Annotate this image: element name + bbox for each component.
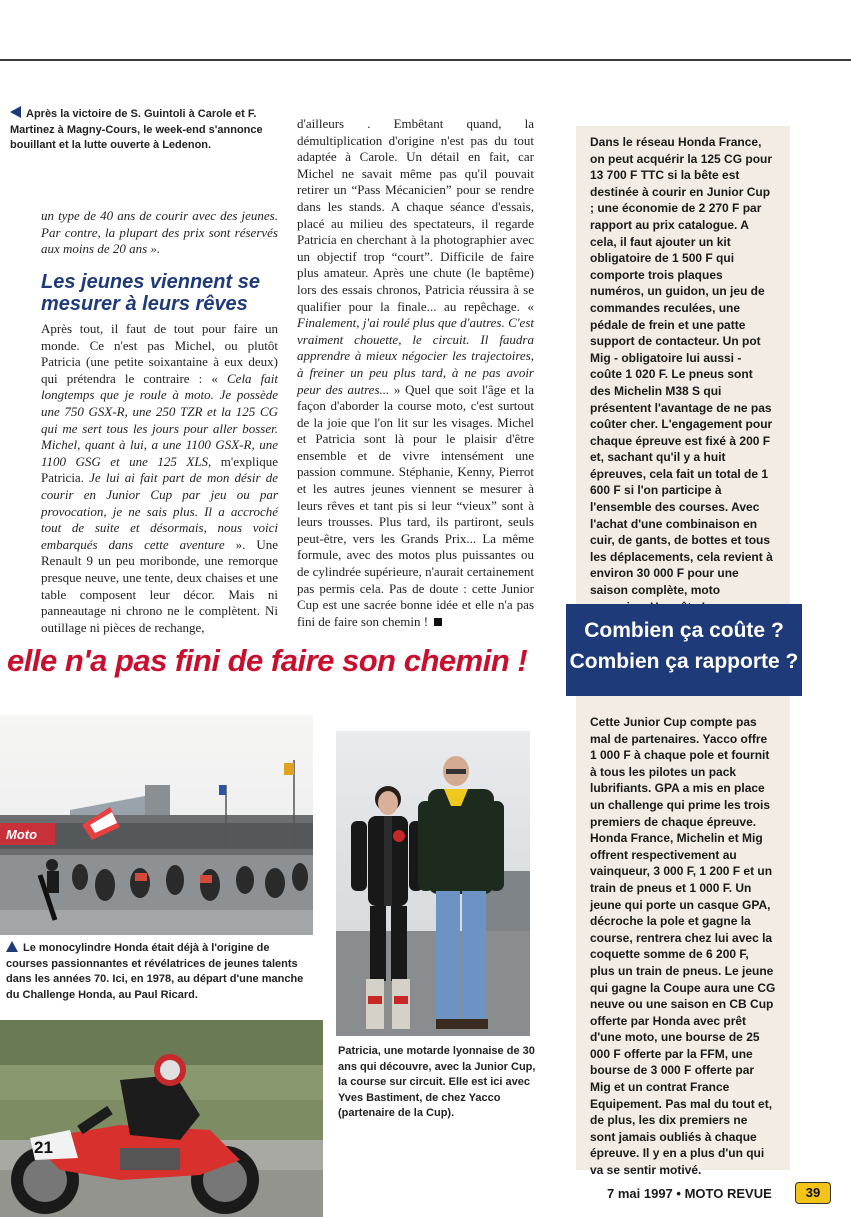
issue-date: 7 mai 1997 [607,1186,673,1201]
page-number: 39 [795,1182,831,1204]
cost-banner [566,604,802,696]
banner-line-gain: Combien ça rapporte ? [569,650,799,673]
patricia-photo-caption: Patricia, une motarde lyonnaise de 30 ans qui découvre, avec la Junior Cup, la course sur circuit. Elle est ici avec Yves Bastiment, de chez Yacco (partenaire de la Cup). [338,1045,536,1119]
col1-body: Après tout, il faut de tout pour faire un monde. Ce n'est pas Michel, ou plutôt Patricia (une petite soixantaine à eux deux) qui prétendra le contraire : « Cela fait longtemps que je roule à moto. Je possède une 750 GSX-R, une 250 TZR et la 125 CG qui me sert tous les jours pour aller bosser. Michel, quant à lui, a une 1100 GSX-R, une 1100 GSG et une 125 XLS, m'explique Patricia. Je lui ai fait part de mon désir de courir en Junior Cup par jeu ou par provocation, je ne sais plus. Il a accroché tout de suite et désormais, nous voici embarqués dans cette aventure ». Une Renault 9 un peu moribonde, une remorque presque neuve, une tente, deux chaises et une table composent leur décor. Mais ni panneautage ni chrono ne le complètent. Ni outillage ni pièces de rechange, [41,321,278,635]
caption-arrow-icon [10,106,21,118]
magazine-name: MOTO REVUE [684,1186,772,1201]
section-subhead: Les jeunes viennent se mesurer à leurs rêves [41,271,260,315]
rider-action-photo [0,1020,323,1217]
sidebar-cost-box: Dans le réseau Honda France, on peut acquérir la 125 CG pour 13 700 F TTC si la bête est destinée à courir en Junior Cup ; une économie de 2 270 F par rapport au prix catalogue. A cela, il faut ajouter un kit obligatoire de 1 500 F qui comporte trois plaques numéros, un guidon, un jeu de commandes reculées, une pédale de frein et une patte support de contacteur. Un pot Mig - obligatoire lui aussi - coûte 1 020 F. Le pneus sont des Michelin M38 S qui présentent l'avantage de ne pas coûter cher. L'engagement pour chaque épreuve est fixé à 200 F et, sachant qu'il y a huit épreuves, cela fait un total de 1 600 F si l'on participe à l'ensemble des courses. Avec l'achat d'une combinaison en cuir, de gants, de bottes et tous les déplacements, cela revient à environ 30 000 F pour une saison complète, moto [576,126,790,604]
end-mark [434,618,442,626]
pull-quote: elle n'a pas fini de faire son chemin ! [7,643,528,678]
page-footer [607,1186,772,1201]
col1-intro: un type de 40 ans de courir avec des jeunes. Par contre, la plupart des prix sont réservés aux moins de 20 ans ». [41,208,278,257]
track-sign-text: Moto [6,827,38,842]
patricia-photo [336,731,530,1036]
race-start-photo [0,715,313,935]
bike-number: 21 [34,1138,53,1157]
footer-separator: • [676,1186,681,1201]
top-rule [0,59,851,61]
banner-line-cost: Combien ça coûte ? [584,619,784,642]
col2-body: d'ailleurs . Embêtant quand, la démultiplication d'origine n'est pas du tout adaptée à Carole. Un détail en fait, car Michel ne savait même pas qu'il pouvait retirer un “Pass Mécanicien” pour se rendre dans les stands. A chaque séance d'essais, placé au milieu des spectateurs, il regarde Patricia en cherchant à la photographier avec un objectif trop “court”. Difficile de faire plus amateur. Après une chute (le baptême) lors des essais chronos, Patricia réussira à se qualifier pour la finale... au repêchage. « Finalement, j'ai roulé plus que d'autres. C'est vraiment chouette, le circuit. Il faudra apprendre à mieux négocier les trajectoires, à freiner un peu plus tard, à ne pas avoir peur des autres... » Quel que soit l'âge et la façon d'aborder la course moto, c'est surtout de la joie que l'on lit sur les visages. Michel et Patricia sont là pour le plaisir d'être ensemble et de vivre intensément une passion commune. Stéphanie, Kenny, Pierrot et les autres jeunes viennent se mesurer à leurs rêves et tant pis si leur “vieux” sont à leurs trousses. Plus tard, ils partiront, seuls peut-être, vers les Grands Prix... La même formule, avec des motos plus puissantes ou de cylindrée supérieure, n'aurait certainement pas permis cela. Pas de doute : cette Junior Cup est une sacrée bonne idée et elle n'a pas fini de faire son chemin ! [297,116,534,629]
photo-caption-top: Après la victoire de S. Guintoli à Carole et F. Martinez à Magny-Cours, le week-end s'annonce bouillant et la lutte ouverte à Ledenon. [10,108,263,151]
caption-arrow-icon [6,941,18,952]
race-photo-caption: Le monocylindre Honda était déjà à l'origine de courses passionnantes et révélatrices de jeunes talents dans les années 70. Ici, en 1978, au départ d'une manche du Challenge Honda, au Paul Ricard. [6,942,304,1001]
sidebar-prize-box: Cette Junior Cup compte pas mal de partenaires. Yacco offre 1 000 F à chaque pole et fournit à tous les pilotes un pack lubrifiants. GPA a mis en place un challenge qui prime les trois premiers de chaque épreuve. Honda France, Michelin et Mig offrent respectivement au vainqueur, 3 000 F, 1 200 F et un train de pneus et 1 000 F. Un jeune qui porte un casque GPA, décroche la pole et gagne la course, rentrera chez lui avec la coquette somme de 6 200 F, plus un train de pneus. Le jeune qui gagne la Coupe aura une CG neuve ou une saison en CB Cup offerte par Honda avec prêt d'une moto, une bourse de 25 000 F offerte par la FFM, une bourse de 3 000 F offerte par Mig et un contrat France Equipement. Pas mal du tout et, de plus, les dix premiers ne sont jamais oubliés à chaque épreuve. Il y en a plus d'un qui va se sentir motivé. [576,696,790,1170]
